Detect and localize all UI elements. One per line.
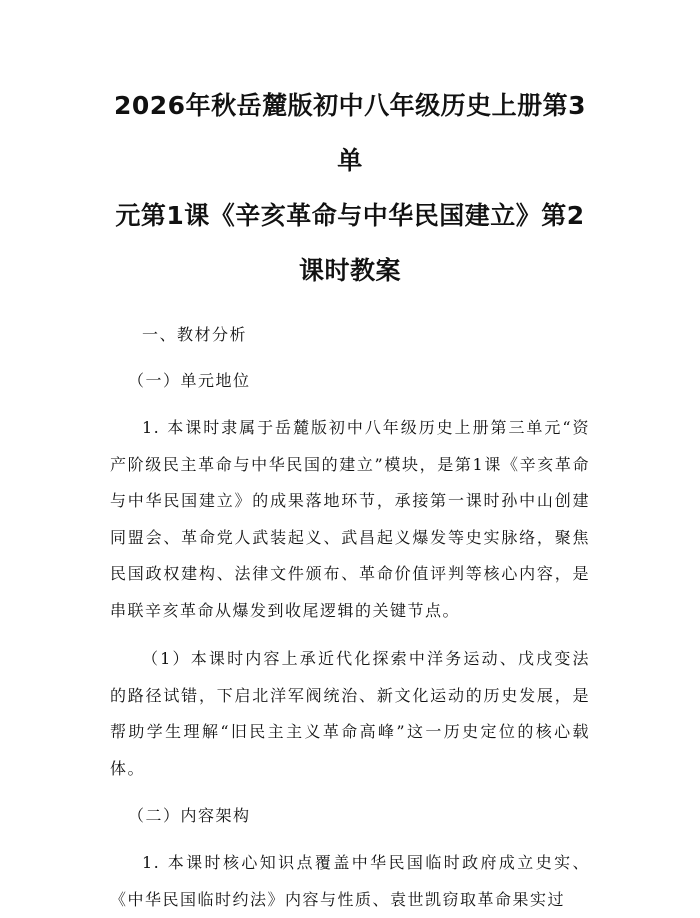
subsection-heading-content-structure: （二）内容架构 (128, 806, 251, 825)
subsection-heading-unit-position: （一）单元地位 (128, 371, 251, 390)
section-heading-textbook-analysis: 一、教材分析 (142, 325, 248, 344)
paragraph-unit-position: 1. 本课时隶属于岳麓版初中八年级历史上册第三单元“资产阶级民主革命与中华民国的建立”模块，是第1课《辛亥革命与中华民国建立》的成果落地环节，承接第一课时孙中山创建同盟会、革命党人武装起义、武昌起义爆发等史实脉络，聚焦民国政权建构、法律文件颁布、革命价值评判等核心内容，是串联辛亥革命从爆发到收尾逻辑的关键节点。 (110, 418, 590, 620)
title-line-3: 课时教案 (298, 256, 401, 285)
paragraph-core-knowledge: 1. 本课时核心知识点覆盖中华民国临时政府成立史实、《中华民国临时约法》内容与性质、袁世凯窃取革命果实过 (110, 853, 590, 909)
title-line-1: 2026年秋岳麓版初中八年级历史上册第3单 (114, 91, 586, 175)
paragraph-historical-link: （1）本课时内容上承近代化探索中洋务运动、戊戌变法的路径试错，下启北洋军阀统治、新文化运动的历史发展，是帮助学生理解“旧民主主义革命高峰”这一历史定位的核心载体。 (110, 649, 590, 778)
title-line-2: 元第1课《辛亥革命与中华民国建立》第2 (115, 201, 585, 230)
document-title (110, 78, 590, 298)
